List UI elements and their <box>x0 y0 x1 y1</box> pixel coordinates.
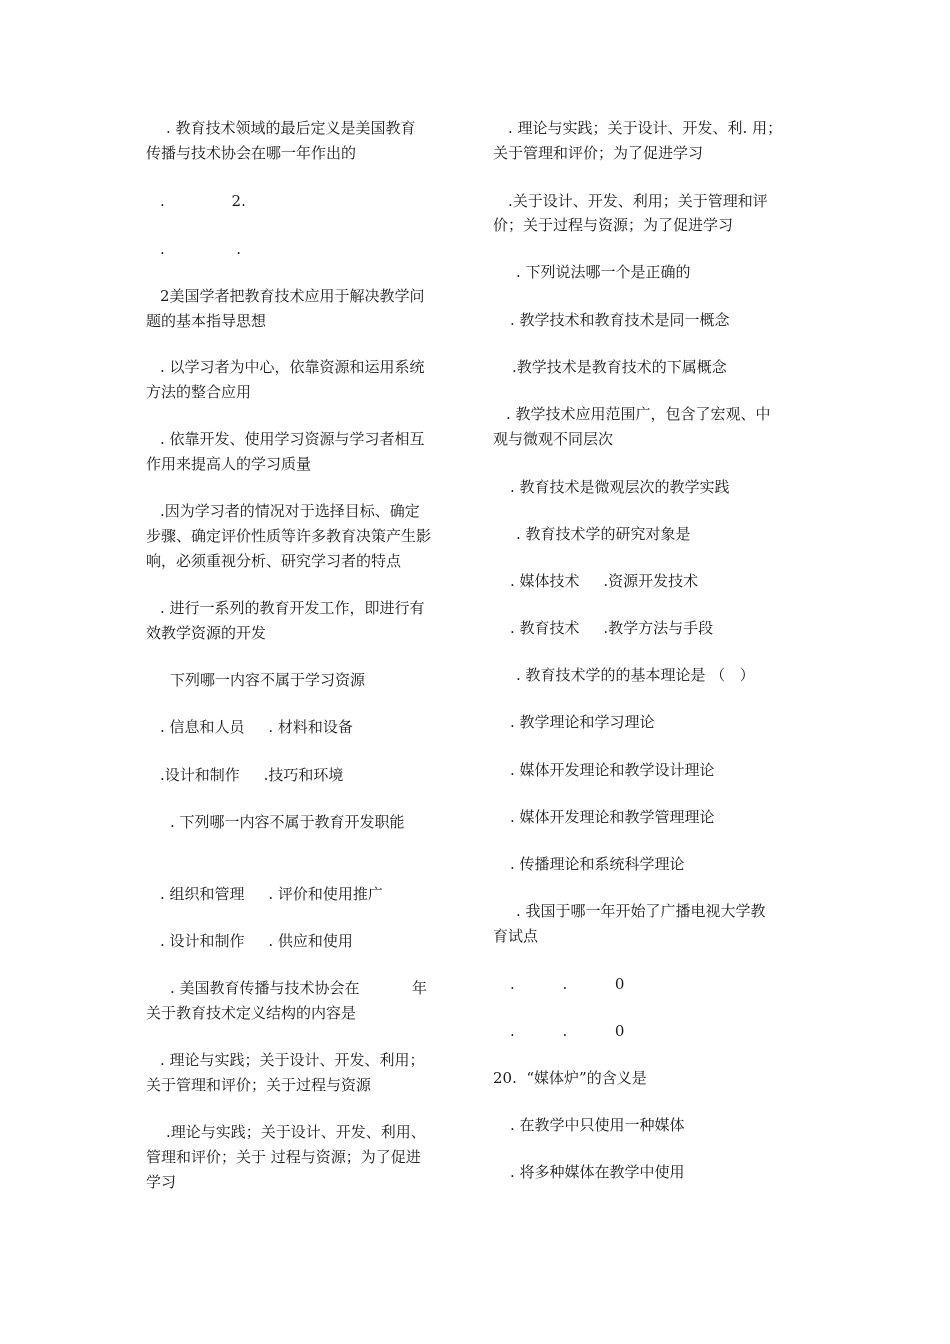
text-line: . 媒体开发理论和教学管理理论 <box>510 808 715 826</box>
text-line: 育试点 <box>493 927 539 945</box>
text-line: 传播与技术协会在哪一年作出的 <box>146 144 357 162</box>
text-line: 效教学资源的开发 <box>146 624 267 642</box>
text-line: . 进行一系列的教育开发工作，即进行有 <box>160 599 425 617</box>
text-line: . 下列哪一内容不属于教育开发职能 <box>170 813 405 831</box>
text-line: .设计和制作 .技巧和环境 <box>160 766 344 784</box>
text-line: 价；关于过程与资源；为了促进学习 <box>493 216 734 234</box>
text-line: 关于管理和评价；为了促进学习 <box>493 144 704 162</box>
text-line: 方法的整合应用 <box>146 383 252 401</box>
text-line: . 依靠开发、使用学习资源与学习者相互 <box>160 430 425 448</box>
text-line: . 教育技术学的的基本理论是 （ ） <box>516 666 755 684</box>
text-line: . 教育技术学的研究对象是 <box>516 525 691 543</box>
text-line: .教学技术是教育技术的下属概念 <box>512 358 727 376</box>
text-line: 学习 <box>146 1173 177 1191</box>
text-line: . 教学理论和学习理论 <box>510 713 655 731</box>
text-line: . 传播理论和系统科学理论 <box>510 855 685 873</box>
text-line: .因为学习者的情况对于选择目标、确定 <box>160 502 420 520</box>
text-line: . 美国教育传播与技术协会在 年 <box>170 979 427 997</box>
text-line: 关于教育技术定义结构的内容是 <box>146 1004 357 1022</box>
text-line: . 教育技术领域的最后定义是美国教育 <box>166 119 416 137</box>
text-line: . . <box>160 240 242 258</box>
text-line: . 设计和制作 . 供应和使用 <box>160 932 353 950</box>
text-line: . 媒体开发理论和教学设计理论 <box>510 761 715 779</box>
text-line: . 下列说法哪一个是正确的 <box>516 263 691 281</box>
text-line: 20. “媒体炉”的含义是 <box>493 1069 647 1087</box>
text-line: . 组织和管理 . 评价和使用推广 <box>160 885 383 903</box>
text-line: . 在教学中只使用一种媒体 <box>510 1116 685 1134</box>
text-line: . . 0 <box>510 975 625 993</box>
text-line: 关于管理和评价；关于过程与资源 <box>146 1076 372 1094</box>
text-line: . 我国于哪一年开始了广播电视大学教 <box>516 902 766 920</box>
text-line: 题的基本指导思想 <box>146 312 267 330</box>
text-line: . 信息和人员 . 材料和设备 <box>160 718 353 736</box>
text-line: 响，必须重视分析、研究学习者的特点 <box>146 552 402 570</box>
text-line: . 将多种媒体在教学中使用 <box>510 1163 685 1181</box>
text-line: 步骤、确定评价性质等许多教育决策产生影 <box>146 527 432 545</box>
text-line: . 媒体技术 .资源开发技术 <box>510 572 699 590</box>
text-line: . 2. <box>160 192 246 210</box>
text-line: . 理论与实践；关于设计、开发、利. 用； <box>508 119 783 137</box>
text-line: . 以学习者为中心，依靠资源和运用系统 <box>160 358 425 376</box>
text-line: . 理论与实践；关于设计、开发、利用； <box>160 1051 425 1069</box>
text-line: 管理和评价；关于 过程与资源；为了促进 <box>146 1148 421 1166</box>
text-line: .理论与实践；关于设计、开发、利用、 <box>166 1123 426 1141</box>
text-line: . . 0 <box>510 1022 625 1040</box>
text-line: .关于设计、开发、利用；关于管理和评 <box>508 192 768 210</box>
text-line: . 教学技术应用范围广，包含了宏观、中 <box>506 405 771 423</box>
text-line: 下列哪一内容不属于学习资源 <box>170 671 366 689</box>
text-line: 观与微观不同层次 <box>493 430 614 448</box>
text-line: . 教学技术和教育技术是同一概念 <box>510 311 730 329</box>
text-line: 2美国学者把教育技术应用于解决教学问 <box>160 287 425 305</box>
text-line: . 教育技术是微观层次的教学实践 <box>510 478 730 496</box>
text-line: 作用来提高人的学习质量 <box>146 455 312 473</box>
text-line: . 教育技术 .教学方法与手段 <box>510 619 714 637</box>
